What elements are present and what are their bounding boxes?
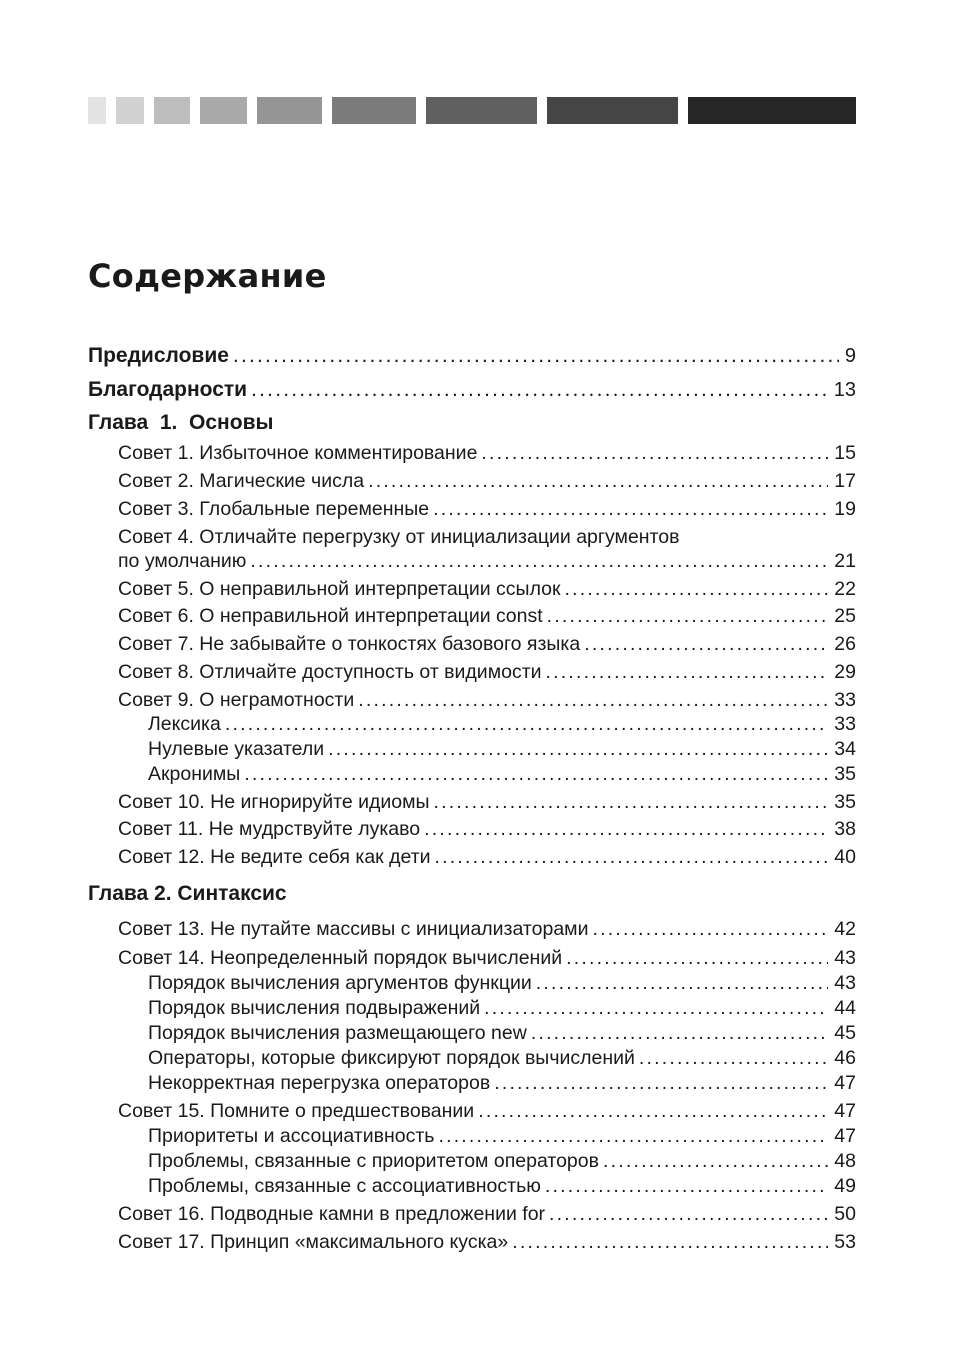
- toc-entry-label: Совет 14. Неопределенный порядок вычислений: [118, 947, 563, 969]
- toc-entry[interactable]: [118, 441, 856, 465]
- toc-entry[interactable]: [118, 790, 856, 814]
- toc-entry-page: 34: [834, 738, 856, 760]
- toc-entry-page: 43: [834, 972, 856, 994]
- toc-entry-label: Совет 2. Магические числа: [118, 470, 365, 492]
- toc-subentry[interactable]: [148, 1174, 856, 1198]
- toc-leader-dots: [478, 1099, 828, 1123]
- toc-entry-page: 49: [834, 1175, 856, 1197]
- toc-leader-dots: [225, 712, 828, 736]
- page-title: Содержание: [88, 257, 327, 295]
- toc-entry-label: Совет 9. О неграмотности: [118, 689, 355, 711]
- toc-entry-label: Совет 12. Не ведите себя как дети: [118, 846, 431, 868]
- toc-entry-label: Операторы, которые фиксируют порядок вычислений: [148, 1047, 635, 1069]
- toc-leader-dots: [531, 1021, 828, 1045]
- toc-leader-dots: [434, 790, 829, 814]
- toc-entry[interactable]: [118, 946, 856, 970]
- toc-entry-page: 22: [834, 578, 856, 600]
- toc-leader-dots: [328, 737, 828, 761]
- toc-entry[interactable]: [118, 604, 856, 628]
- toc-entry-page: 48: [834, 1150, 856, 1172]
- toc-leader-dots: [546, 660, 829, 684]
- toc-entry-label: Некорректная перегрузка операторов: [148, 1072, 491, 1094]
- toc-entry-page: 43: [834, 947, 856, 969]
- toc-leader-dots: [250, 549, 828, 573]
- toc-leader-dots: [639, 1046, 828, 1070]
- toc-leader-dots: [566, 946, 828, 970]
- toc-entry-label: Совет 17. Принцип «максимального куска»: [118, 1231, 509, 1253]
- toc-leader-dots: [603, 1149, 828, 1173]
- toc-leader-dots: [433, 497, 828, 521]
- toc-entry[interactable]: [118, 660, 856, 684]
- toc-subentry[interactable]: [148, 1046, 856, 1070]
- toc-leader-dots: [494, 1071, 828, 1095]
- toc-entry-label: Совет 3. Глобальные переменные: [118, 498, 430, 520]
- toc-entry-page: 38: [834, 818, 856, 840]
- toc-leader-dots: [251, 378, 828, 402]
- toc-entry[interactable]: [118, 497, 856, 521]
- toc-leader-dots: [481, 441, 828, 465]
- toc-entry-label: Совет 15. Помните о предшествовании: [118, 1100, 475, 1122]
- toc-entry[interactable]: [118, 845, 856, 869]
- toc-entry-label: Приоритеты и ассоциативность: [148, 1125, 435, 1147]
- toc-leader-dots: [549, 1202, 828, 1226]
- toc-entry-label: Нулевые указатели: [148, 738, 325, 760]
- toc-subentry[interactable]: [148, 996, 856, 1020]
- toc-entry-label: по умолчанию: [118, 550, 247, 572]
- toc-subentry[interactable]: [148, 1021, 856, 1045]
- toc-entry-page: 53: [834, 1231, 856, 1253]
- toc-leader-dots: [438, 1124, 828, 1148]
- toc-leader-dots: [435, 845, 829, 869]
- toc-entry[interactable]: [118, 549, 856, 573]
- toc-entry[interactable]: [118, 688, 856, 712]
- toc-leader-dots: [512, 1230, 828, 1254]
- toc-subentry[interactable]: [148, 1124, 856, 1148]
- toc-entry-label: Порядок вычисления аргументов функции: [148, 972, 532, 994]
- toc-entry-page: 50: [834, 1203, 856, 1225]
- toc-entry-page: 15: [834, 442, 856, 464]
- toc-leader-dots: [233, 344, 839, 368]
- toc-entry[interactable]: [118, 1230, 856, 1254]
- toc-subentry[interactable]: [148, 1149, 856, 1173]
- toc-subentry[interactable]: [148, 737, 856, 761]
- toc-leader-dots: [368, 469, 828, 493]
- toc-entry-label: Совет 5. О неправильной интерпретации ссылок: [118, 578, 561, 600]
- toc-leader-dots: [484, 996, 828, 1020]
- toc-entry-page: 33: [834, 689, 856, 711]
- toc-entry-page: 47: [834, 1125, 856, 1147]
- toc-entry-page: 9: [844, 345, 856, 367]
- toc-subentry[interactable]: [148, 762, 856, 786]
- toc-entry-page: 21: [834, 550, 856, 572]
- toc-entry[interactable]: [118, 917, 856, 941]
- toc-leader-dots: [565, 577, 829, 601]
- toc-entry-label: Совет 11. Не мудрствуйте лукаво: [118, 818, 421, 840]
- toc-subentry[interactable]: [148, 971, 856, 995]
- toc-entry[interactable]: [118, 577, 856, 601]
- toc-subentry[interactable]: [148, 1071, 856, 1095]
- toc-entry-label: Совет 10. Не игнорируйте идиомы: [118, 791, 430, 813]
- toc-entry[interactable]: [118, 1202, 856, 1226]
- toc-entry-page: 19: [834, 498, 856, 520]
- toc-entry-label: Порядок вычисления размещающего new: [148, 1022, 527, 1044]
- toc-leader-dots: [244, 762, 828, 786]
- toc-entry-page: 47: [834, 1100, 856, 1122]
- toc-entry-label: Совет 13. Не путайте массивы с инициализаторами: [118, 918, 589, 940]
- toc-entry-label: Проблемы, связанные с приоритетом операторов: [148, 1150, 599, 1172]
- toc-entry-page: 25: [834, 605, 856, 627]
- toc-entry[interactable]: [118, 1099, 856, 1123]
- toc-entry-label-line1[interactable]: Совет 4. Отличайте перегрузку от инициализации аргументов: [118, 526, 680, 548]
- toc-entry-page: 45: [834, 1022, 856, 1044]
- toc-entry[interactable]: [118, 632, 856, 656]
- toc-entry-page: 47: [834, 1072, 856, 1094]
- toc-leader-dots: [358, 688, 828, 712]
- toc-entry-label: Благодарности: [88, 378, 248, 401]
- toc-entry-label: Совет 8. Отличайте доступность от видимости: [118, 661, 542, 683]
- toc-entry-label: Совет 1. Избыточное комментирование: [118, 442, 478, 464]
- toc-leader-dots: [536, 971, 829, 995]
- toc-entry-page: 35: [834, 791, 856, 813]
- toc-entry[interactable]: [118, 817, 856, 841]
- toc-entry-page: 29: [834, 661, 856, 683]
- toc-entry-label: Лексика: [148, 713, 221, 735]
- toc-leader-dots: [592, 917, 828, 941]
- chapter-heading[interactable]: Глава 1. Основы: [88, 411, 274, 434]
- toc-entry-page: 17: [834, 470, 856, 492]
- toc-leader-dots: [584, 632, 828, 656]
- toc-entry-label: Проблемы, связанные с ассоциативностью: [148, 1175, 541, 1197]
- toc-entry-page: 35: [834, 763, 856, 785]
- toc-entry-label: Акронимы: [148, 763, 241, 785]
- toc-entry-page: 44: [834, 997, 856, 1019]
- toc-entry-page: 46: [834, 1047, 856, 1069]
- toc-leader-dots: [547, 604, 829, 628]
- toc-entry-label: Совет 16. Подводные камни в предложении for: [118, 1203, 546, 1225]
- toc-entry-page: 26: [834, 633, 856, 655]
- toc-entry-preface[interactable]: [88, 344, 856, 368]
- toc-entry-acknowledgements[interactable]: [88, 378, 856, 402]
- toc-entry-label: Совет 7. Не забывайте о тонкостях базового языка: [118, 633, 581, 655]
- toc-leader-dots: [424, 817, 828, 841]
- toc-entry-label: Предисловие: [88, 344, 229, 367]
- toc-entry-page: 13: [833, 379, 856, 401]
- chapter-heading[interactable]: Глава 2. Синтаксис: [88, 882, 287, 905]
- toc-subentry[interactable]: [148, 712, 856, 736]
- toc-entry-page: 40: [834, 846, 856, 868]
- toc-entry-page: 42: [834, 918, 856, 940]
- toc-leader-dots: [545, 1174, 828, 1198]
- toc-entry-label: Порядок вычисления подвыражений: [148, 997, 481, 1019]
- toc-entry-page: 33: [834, 713, 856, 735]
- toc-entry[interactable]: [118, 469, 856, 493]
- toc-entry-label: Совет 6. О неправильной интерпретации const: [118, 605, 543, 627]
